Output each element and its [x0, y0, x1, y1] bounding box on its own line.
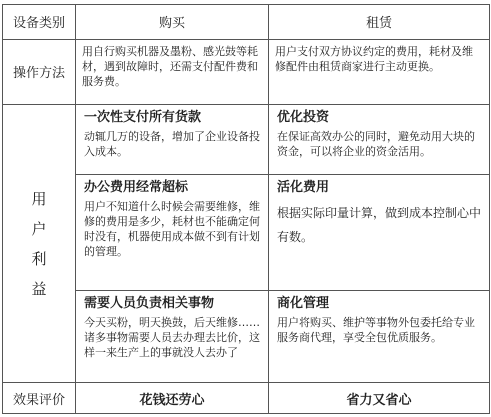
operation-buy-cell — [76, 39, 269, 104]
operation-row — [3, 39, 490, 104]
benefit-label-char: 户 — [31, 219, 47, 238]
operation-rent-cell — [269, 39, 490, 104]
benefit-rent-cell — [269, 290, 490, 383]
benefit-rent-cell — [269, 105, 490, 175]
operation-rent-text: 用户支付双方协议约定的费用，耗材及维修配件由租赁商家进行主动更换。 — [275, 44, 473, 73]
benefit-buy-cell — [76, 105, 269, 175]
evaluation-buy: 花钱还劳心 — [76, 383, 269, 414]
benefit-buy-title: 一次性支付所有货款 — [84, 110, 202, 126]
benefit-buy-body: 今天买粉，明天换鼓，后天维修……诸多事物需要人员去办理去比价，这样一来生产上的事就没人去办了 — [84, 315, 260, 359]
benefit-rent-cell — [269, 174, 490, 290]
benefit-buy-body: 用户不知道什么时候会需要维修，维修的费用是多少，耗材也不能确定何时没有，机器使用成本做不到有计划的管理。 — [84, 199, 260, 258]
evaluation-rent: 省力又省心 — [269, 383, 490, 414]
benefit-rent-title: 活化费用 — [277, 179, 330, 195]
header-row — [3, 5, 490, 40]
benefit-label-char: 益 — [31, 279, 47, 298]
benefit-buy-body: 动辄几万的设备，增加了企业设备投入成本。 — [84, 130, 260, 159]
header-category: 设备类别 — [3, 5, 76, 40]
benefit-row-1 — [3, 105, 490, 175]
benefit-buy-title: 需要人员负责相关事物 — [84, 295, 215, 311]
benefit-rent-title: 优化投资 — [277, 110, 330, 126]
benefit-rent-body: 根据实际印量计算，做到成本控制心中有数。 — [277, 205, 482, 244]
operation-buy-text: 用自行购买机器及墨粉、感光鼓等耗材，遇到故障时，还需支付配件费和服务费。 — [82, 44, 258, 88]
benefit-label-char: 利 — [31, 249, 47, 268]
benefit-row-3 — [3, 290, 490, 383]
benefit-buy-title: 办公费用经常超标 — [84, 179, 189, 195]
operation-label: 操作方法 — [3, 39, 76, 104]
evaluation-row — [3, 383, 490, 414]
comparison-table — [2, 4, 490, 414]
benefit-buy-cell — [76, 174, 269, 290]
header-buy: 购买 — [76, 5, 269, 40]
benefit-label — [3, 105, 76, 383]
header-rent: 租赁 — [269, 5, 490, 40]
benefit-label-vertical — [3, 184, 75, 304]
benefit-rent-body: 在保证高效办公的同时，避免动用大块的资金，可以将企业的资金活用。 — [277, 130, 475, 159]
benefit-buy-cell — [76, 290, 269, 383]
benefit-rent-title: 商化管理 — [277, 295, 330, 311]
benefit-rent-body: 用户将购买、维护等事物外包委托给专业服务商代理，享受全包优质服务。 — [277, 315, 475, 344]
evaluation-label: 效果评价 — [3, 383, 76, 414]
benefit-row-2 — [3, 174, 490, 290]
benefit-label-char: 用 — [31, 189, 47, 208]
